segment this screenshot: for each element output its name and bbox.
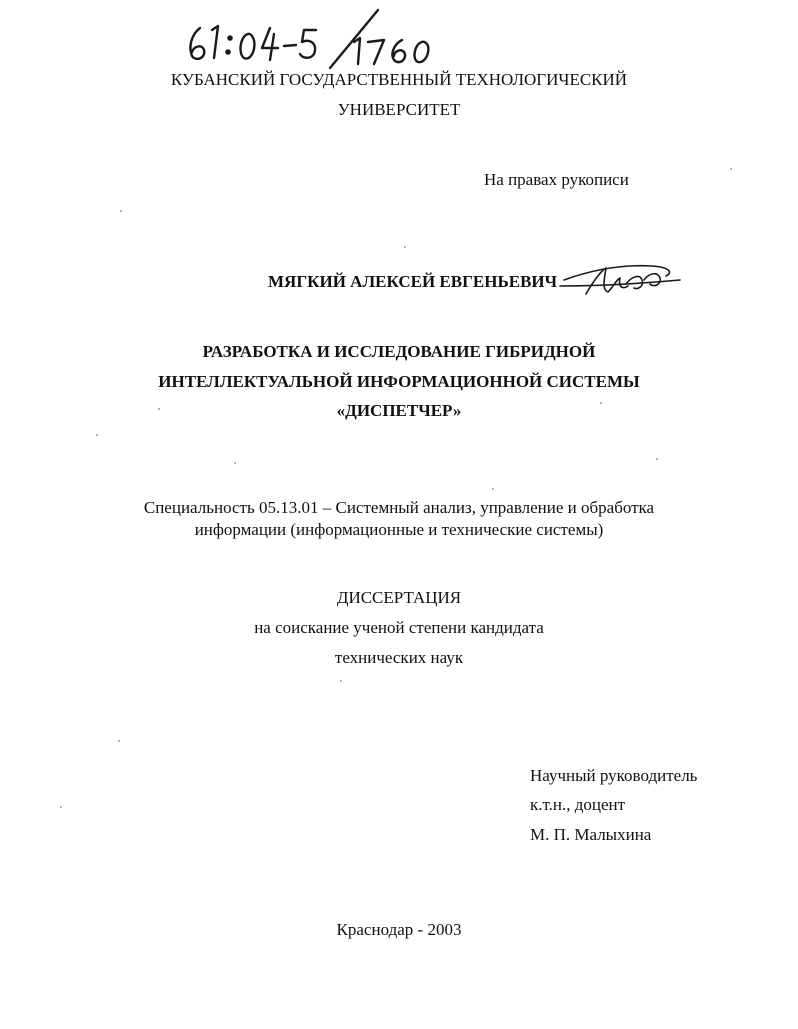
place-and-year: Краснодар - 2003 bbox=[336, 920, 462, 939]
manuscript-rights-note: На правах рукописи bbox=[484, 170, 629, 189]
scan-speck bbox=[340, 680, 342, 682]
thesis-title-line-1: РАЗРАБОТКА И ИССЛЕДОВАНИЕ ГИБРИДНОЙ bbox=[202, 342, 596, 361]
dissertation-heading: ДИССЕРТАЦИЯ bbox=[336, 588, 462, 607]
thesis-title-line-2: ИНТЕЛЛЕКТУАЛЬНОЙ ИНФОРМАЦИОННОЙ СИСТЕМЫ bbox=[158, 372, 640, 391]
scan-speck bbox=[234, 462, 236, 464]
scan-speck bbox=[600, 402, 602, 404]
supervisor-name: М. П. Малыхина bbox=[530, 825, 652, 844]
scan-speck bbox=[96, 434, 98, 436]
handwritten-archive-number bbox=[178, 8, 438, 70]
scan-speck bbox=[656, 458, 658, 460]
specialty-line-1: Специальность 05.13.01 – Системный анализ, управление и обработка bbox=[143, 498, 655, 517]
dissertation-degree-line-2: технических наук bbox=[334, 648, 464, 667]
scan-speck bbox=[158, 408, 160, 410]
dissertation-degree-line-1: на соискание ученой степени кандидата bbox=[254, 618, 544, 637]
thesis-title-line-3: «ДИСПЕТЧЕР» bbox=[336, 401, 462, 420]
author-name: МЯГКИЙ АЛЕКСЕЙ ЕВГЕНЬЕВИЧ bbox=[268, 272, 558, 291]
scan-speck bbox=[730, 168, 732, 170]
author-signature bbox=[556, 250, 686, 310]
university-name-line-1: КУБАНСКИЙ ГОСУДАРСТВЕННЫЙ ТЕХНОЛОГИЧЕСКИЙ bbox=[170, 70, 628, 89]
scan-speck bbox=[60, 806, 62, 808]
supervisor-role: Научный руководитель bbox=[530, 766, 698, 785]
scan-speck bbox=[120, 210, 122, 212]
supervisor-degree: к.т.н., доцент bbox=[530, 795, 626, 814]
specialty-line-2: информации (информационные и технические системы) bbox=[194, 520, 604, 539]
scan-speck bbox=[492, 488, 494, 490]
scan-speck bbox=[118, 740, 120, 742]
scan-speck bbox=[404, 246, 406, 248]
university-name-line-2: УНИВЕРСИТЕТ bbox=[337, 100, 461, 119]
